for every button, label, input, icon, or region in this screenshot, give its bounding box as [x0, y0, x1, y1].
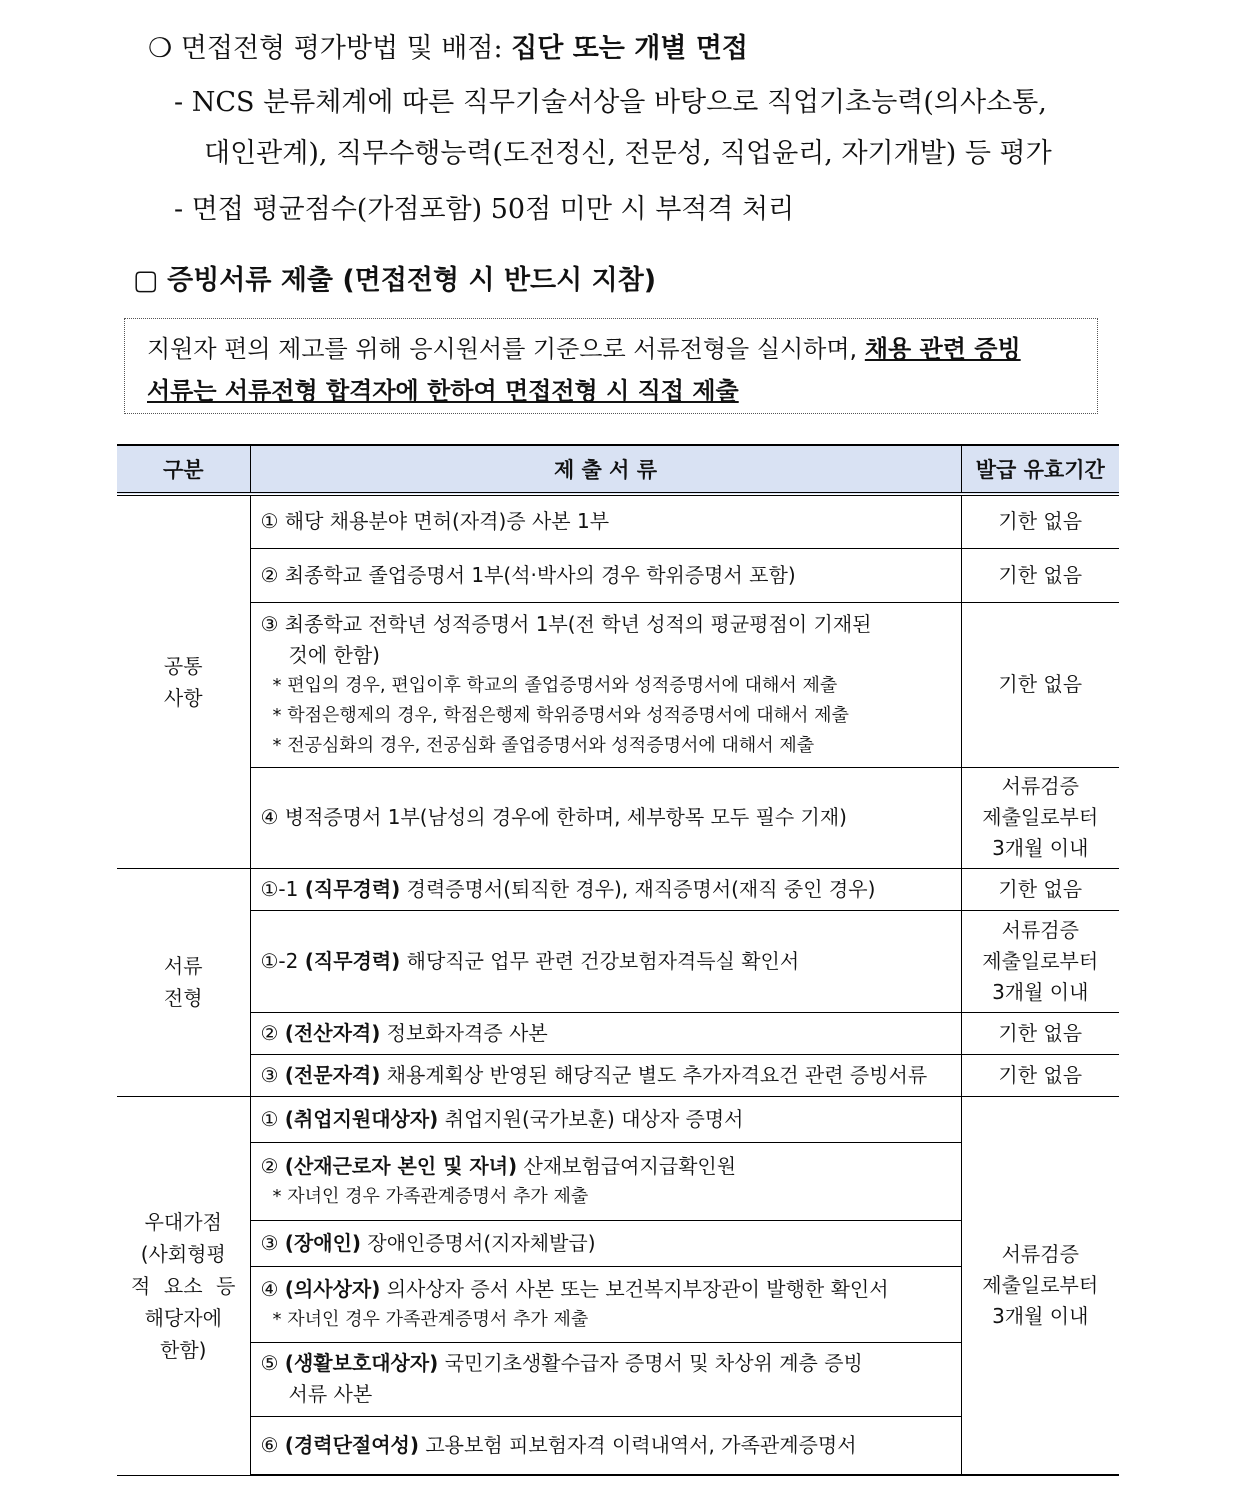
- docs-item-4: [250, 1054, 961, 1096]
- table-row: [117, 548, 1119, 602]
- docs-item-1-text: 경력증명서(퇴직한 경우), 재직증명서(재직 중인 경우): [406, 876, 876, 901]
- bonus-item-1-text: 취업지원(국가보훈) 대상자 증명서: [444, 1106, 744, 1131]
- docs-item-3-text: 정보화자격증 사본: [386, 1020, 548, 1045]
- category-bonus-l5: 한함): [160, 1337, 207, 1362]
- table-row: [117, 868, 1119, 910]
- bonus-item-4-note: * 자녀인 경우 가족관계증명서 추가 제출: [272, 1308, 589, 1330]
- common-validity-1: 기한 없음: [961, 494, 1119, 548]
- section-title: 증빙서류 제출 (면접전형 시 반드시 지참): [167, 265, 657, 296]
- category-bonus: [117, 1096, 250, 1475]
- category-common: [117, 494, 250, 868]
- table-row: [117, 910, 1119, 1012]
- docs-item-3-tag: (전산자격): [284, 1020, 381, 1045]
- bonus-item-2-note: * 자녀인 경우 가족관계증명서 추가 제출: [272, 1185, 589, 1207]
- docs-validity-4: 기한 없음: [961, 1054, 1119, 1096]
- common-validity-4-l3: 3개월 이내: [992, 836, 1089, 860]
- common-item-3-note-3: * 전공심화의 경우, 전공심화 졸업증명서와 성적증명서에 대해서 제출: [272, 734, 815, 756]
- common-item-4: ④ 병적증명서 1부(남성의 경우에 한하며, 세부항목 모두 필수 기재): [250, 767, 961, 868]
- bonus-item-2-num: ②: [260, 1153, 279, 1178]
- category-common-l1: 공통: [163, 653, 203, 678]
- table-row: [117, 1054, 1119, 1096]
- common-item-3-note-2: * 학점은행제의 경우, 학점은행제 학위증명서와 성적증명서에 대해서 제출: [272, 704, 849, 726]
- documents-table: [117, 444, 1119, 1476]
- table-row: [117, 1096, 1119, 1142]
- interview-title-prefix: 면접전형 평가방법 및 배점:: [180, 33, 503, 64]
- docs-item-4-num: ③: [260, 1062, 279, 1087]
- notice-box: [124, 318, 1098, 414]
- checkbox-square-icon: ▢: [133, 265, 159, 296]
- bonus-item-2: [250, 1142, 961, 1220]
- bonus-item-2-tag: (산재근로자 본인 및 자녀): [284, 1153, 518, 1178]
- notice-bold-text-1: 채용 관련 증빙: [864, 335, 1021, 363]
- docs-item-4-tag: (전문자격): [284, 1062, 381, 1087]
- interview-line-3: - 면접 평균점수(가점포함) 50점 미만 시 부적격 처리: [174, 194, 795, 225]
- docs-item-4-text: 채용계획상 반영된 해당직군 별도 추가자격요건 관련 증빙서류: [386, 1062, 928, 1087]
- docs-item-3: [250, 1012, 961, 1054]
- bonus-item-5-text-l2: 서류 사본: [288, 1382, 373, 1406]
- docs-item-1: [250, 868, 961, 910]
- bonus-item-4-text: 의사상자 증서 사본 또는 보건복지부장관이 발행한 확인서: [386, 1276, 889, 1301]
- bonus-item-6-tag: (경력단절여성): [284, 1432, 419, 1457]
- docs-validity-2-l2: 제출일로부터: [982, 948, 1099, 973]
- header-category: 구분: [117, 445, 250, 494]
- table-header-row: [117, 445, 1119, 494]
- docs-validity-2-l1: 서류검증: [1001, 917, 1079, 942]
- common-validity-4: [961, 767, 1119, 868]
- bonus-validity-l3: 3개월 이내: [992, 1303, 1089, 1328]
- common-validity-3: 기한 없음: [961, 602, 1119, 767]
- bonus-item-3: [250, 1220, 961, 1266]
- notice-bold-text-2: 서류는 서류전형 합격자에 한하여 면접전형 시 직접 제출: [147, 377, 739, 405]
- common-item-3-note-1: * 편입의 경우, 편입이후 학교의 졸업증명서와 성적증명서에 대해서 제출: [272, 674, 838, 696]
- circle-bullet-icon: ❍: [148, 33, 173, 64]
- common-item-3-l2: 것에 한함): [288, 642, 380, 667]
- category-bonus-l4: 해당자에: [144, 1305, 222, 1330]
- bonus-item-6-num: ⑥: [260, 1432, 279, 1457]
- bonus-item-3-tag: (장애인): [284, 1230, 362, 1255]
- bonus-item-5-tag: (생활보호대상자): [284, 1351, 439, 1375]
- docs-item-2-tag: (직무경력): [304, 948, 401, 973]
- section-heading: [133, 258, 656, 297]
- bonus-item-3-text: 장애인증명서(지자체발급): [367, 1230, 596, 1255]
- bonus-item-6: [250, 1416, 961, 1475]
- common-item-3-l1: ③ 최종학교 전학년 성적증명서 1부(전 학년 성적의 평균평점이 기재된: [260, 611, 872, 636]
- interview-line-2: 대인관계), 직무수행능력(도전정신, 전문성, 직업윤리, 자기개발) 등 평가: [204, 138, 1052, 169]
- header-validity: 발급 유효기간: [961, 445, 1119, 494]
- docs-validity-3: 기한 없음: [961, 1012, 1119, 1054]
- common-item-1: ① 해당 채용분야 면허(자격)증 사본 1부: [250, 494, 961, 548]
- header-documents: 제 출 서 류: [250, 445, 961, 494]
- bonus-item-5: [250, 1342, 961, 1416]
- bonus-item-1-num: ①: [260, 1106, 279, 1131]
- docs-item-1-tag: (직무경력): [304, 876, 401, 901]
- category-docs-l1: 서류: [163, 954, 203, 978]
- interview-title-bold: 집단 또는 개별 면접: [511, 33, 749, 64]
- bonus-item-3-num: ③: [260, 1230, 279, 1255]
- docs-item-2-num: ①-2: [260, 948, 299, 973]
- table-row: [117, 1012, 1119, 1054]
- table-row: [117, 494, 1119, 548]
- common-item-2: ② 최종학교 졸업증명서 1부(석·박사의 경우 학위증명서 포함): [250, 548, 961, 602]
- docs-validity-2-l3: 3개월 이내: [992, 979, 1089, 1004]
- bonus-item-2-text: 산재보험급여지급확인원: [523, 1153, 737, 1178]
- bonus-item-6-text: 고용보험 피보험자격 이력내역서, 가족관계증명서: [425, 1432, 857, 1457]
- bonus-item-5-num: ⑤: [260, 1351, 279, 1375]
- interview-heading: [148, 26, 748, 65]
- bonus-validity-l1: 서류검증: [1001, 1241, 1079, 1266]
- category-bonus-l1: 우대가점: [144, 1209, 222, 1234]
- category-bonus-l3: 적 요소 등: [131, 1273, 236, 1298]
- bonus-item-5-text-l1: 국민기초생활수급자 증명서 및 차상위 계층 증빙: [444, 1351, 863, 1375]
- bonus-validity: [961, 1096, 1119, 1475]
- notice-line-2: [147, 371, 739, 406]
- notice-normal-text: 지원자 편의 제고를 위해 응시원서를 기준으로 서류전형을 실시하며,: [147, 335, 858, 363]
- docs-validity-2: [961, 910, 1119, 1012]
- category-bonus-l2: (사회형평: [140, 1241, 226, 1266]
- notice-line-1: [147, 329, 1021, 364]
- table-row: [117, 602, 1119, 767]
- table-row: [117, 767, 1119, 868]
- bonus-item-4-tag: (의사상자): [284, 1276, 381, 1301]
- docs-validity-1: 기한 없음: [961, 868, 1119, 910]
- common-validity-2: 기한 없음: [961, 548, 1119, 602]
- bonus-item-1: [250, 1096, 961, 1142]
- category-common-l2: 사항: [163, 685, 203, 710]
- bonus-item-4-num: ④: [260, 1276, 279, 1301]
- common-item-3: [250, 602, 961, 767]
- docs-item-1-num: ①-1: [260, 876, 299, 901]
- interview-line-1: - NCS 분류체계에 따른 직무기술서상을 바탕으로 직업기초능력(의사소통,: [174, 87, 1047, 118]
- bonus-item-1-tag: (취업지원대상자): [284, 1106, 439, 1131]
- docs-item-3-num: ②: [260, 1020, 279, 1045]
- docs-item-2-text: 해당직군 업무 관련 건강보험자격득실 확인서: [406, 948, 800, 973]
- bonus-validity-l2: 제출일로부터: [982, 1272, 1099, 1297]
- bonus-item-4: [250, 1266, 961, 1342]
- category-docs-l2: 전형: [163, 986, 203, 1010]
- category-docs: [117, 868, 250, 1096]
- common-validity-4-l1: 서류검증: [1001, 774, 1079, 798]
- common-validity-4-l2: 제출일로부터: [982, 805, 1099, 829]
- docs-item-2: [250, 910, 961, 1012]
